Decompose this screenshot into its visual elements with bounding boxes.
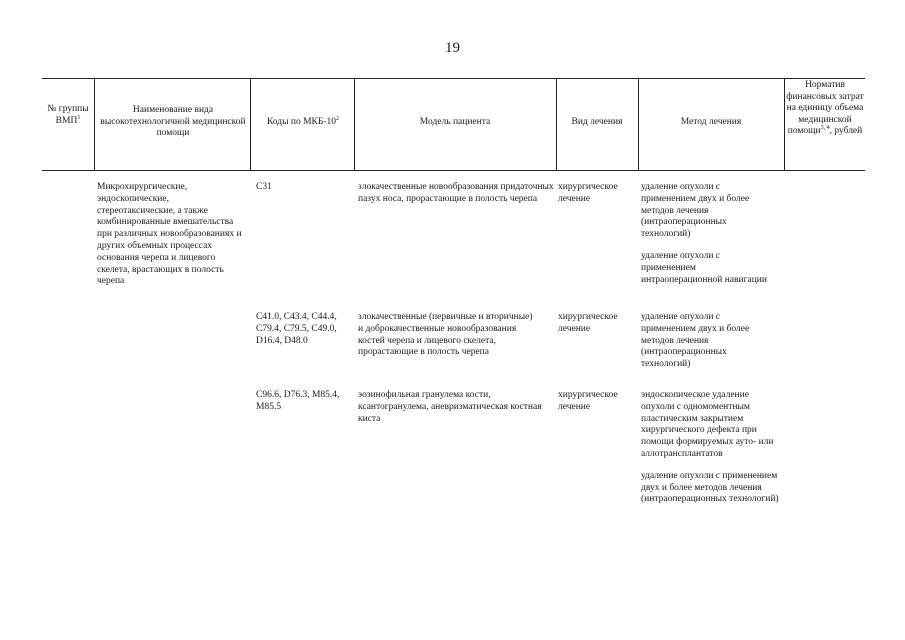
column-divider — [94, 78, 95, 170]
column-divider — [784, 78, 785, 170]
column-divider — [250, 78, 251, 170]
patient-model: эозинофильная гранулема кости, ксантогранулема, аневризматическая костная киста — [358, 390, 542, 424]
treatment-method: удаление опухоли с применением интраоперационной навигации — [641, 250, 767, 285]
treatment-type: хирургическое лечение — [558, 182, 618, 204]
footnote-marker: 2 — [336, 115, 340, 122]
header-group-number-text: № группы ВМП — [47, 104, 89, 126]
header-treatment-method: Метод лечения — [680, 117, 742, 127]
icd-codes: C96.6, D76.3, M85.4, M85.5 — [256, 390, 340, 412]
header-treatment-type: Вид лечения — [571, 117, 623, 127]
table-top-rule — [42, 78, 865, 79]
treatment-methods — [641, 312, 777, 381]
footnote-marker: 3, 4 — [820, 124, 830, 131]
header-care-type-name: Наименование вида высокотехнологичной медицинской помощи — [100, 105, 246, 138]
header-patient-model: Модель пациента — [419, 117, 491, 127]
header-group-number — [44, 104, 92, 127]
column-divider — [354, 78, 355, 170]
column-divider — [638, 78, 639, 170]
icd-codes: C41.0, C43.4, C44.4, C79.4, C79.5, C49.0, D16.4, D48.0 — [256, 312, 337, 346]
patient-model: злокачественные (первичные и вторичные) и доброкачественные новообразования костей черепа и лицевого скелета, прорастающие в полость черепа — [358, 312, 533, 358]
page-number: 19 — [445, 40, 460, 56]
treatment-type: хирургическое лечение — [558, 390, 618, 412]
header-cost-standard-tail: , рублей — [829, 126, 863, 136]
treatment-method: эндоскопическое удаление опухоли с одномоментным пластическим закрытием хирургического дефекта при помощи формируемых ауто- или аллотрансплантатов — [641, 390, 774, 459]
footnote-marker: 1 — [77, 114, 81, 121]
treatment-type: хирургическое лечение — [558, 312, 618, 334]
header-cost-standard-text: Норматив финансовых затрат на единицу объема медицинской помощи — [786, 80, 864, 136]
header-icd-codes — [254, 117, 352, 129]
patient-model: злокачественные новообразования придаточных пазух носа, прорастающие в полость черепа — [358, 182, 554, 204]
treatment-method: удаление опухоли с применением двух и более методов лечения (интраоперационных технологий) — [641, 470, 779, 505]
icd-codes: C31 — [256, 182, 272, 192]
column-divider — [556, 78, 557, 170]
header-cost-standard — [786, 80, 864, 138]
treatment-method: удаление опухоли с применением двух и более методов лечения (интраоперационных технологий) — [641, 312, 750, 370]
header-icd-codes-text: Коды по МКБ-10 — [266, 117, 337, 127]
treatment-method: удаление опухоли с применением двух и более методов лечения (интраоперационных технологий) — [641, 182, 750, 240]
table-header-bottom-rule — [42, 170, 865, 171]
treatment-methods — [641, 182, 777, 296]
care-type-name: Микрохирургические, эндоскопические, стереотаксические, а также комбинированные вмешательства при различных новообразованиях и других объемных процессах основания черепа и лицевого скелета, врастающих в полость черепа — [97, 182, 242, 287]
treatment-methods — [641, 390, 779, 516]
